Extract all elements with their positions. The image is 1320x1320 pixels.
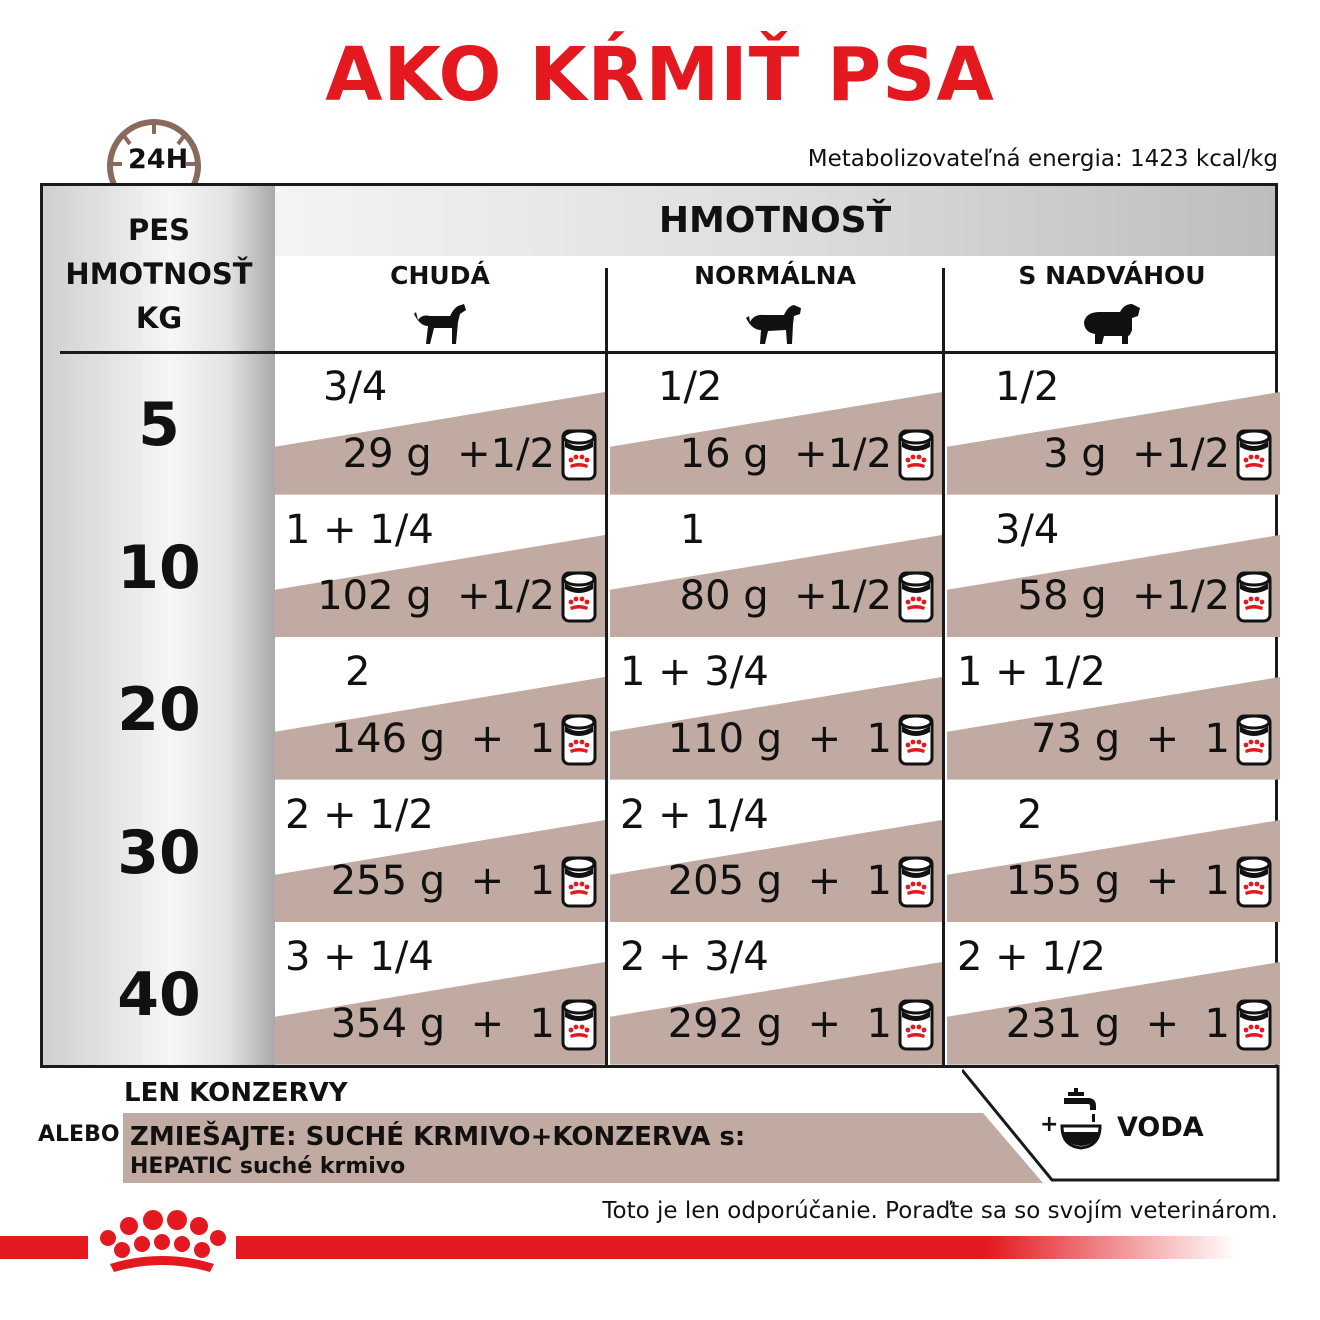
can-icon	[898, 854, 934, 914]
feeding-table	[40, 183, 1278, 1068]
can-icon	[898, 997, 934, 1057]
cans-amount: 2 + 1/2	[957, 934, 1106, 981]
table-cell	[947, 782, 1280, 923]
column-label: NORMÁLNA	[694, 261, 856, 290]
cans-amount: 2 + 1/4	[620, 791, 769, 838]
table-cell	[947, 497, 1280, 638]
weight-value: 40	[117, 960, 201, 1031]
dry-amount: 16 g +1/2	[679, 430, 892, 477]
page-title: AKO KŔMIŤ PSA	[325, 32, 995, 118]
can-icon	[561, 997, 597, 1057]
column-label: CHUDÁ	[390, 261, 490, 290]
cans-amount: 1	[680, 506, 706, 553]
cans-amount: 1/2	[995, 364, 1060, 410]
can-icon	[898, 712, 934, 772]
can-icon	[561, 712, 597, 772]
table-cell	[275, 924, 605, 1065]
weight-value: 20	[117, 675, 201, 746]
table-cell	[610, 497, 942, 638]
dry-amount: 146 g + 1	[330, 715, 555, 762]
can-icon	[1236, 854, 1272, 914]
table-cell	[275, 354, 605, 495]
dry-amount: 231 g + 1	[1005, 1000, 1230, 1047]
normal-dog-icon	[744, 300, 806, 348]
table-cell	[947, 639, 1280, 780]
clock-label: 24H	[128, 144, 189, 175]
can-icon	[898, 427, 934, 487]
water-label: VODA	[1117, 1112, 1204, 1143]
weight-value: 10	[117, 532, 201, 603]
cans-amount: 3 + 1/4	[285, 934, 434, 981]
can-icon	[1236, 569, 1272, 629]
cans-amount: 1 + 1/4	[285, 506, 434, 553]
can-icon	[1236, 997, 1272, 1057]
can-icon	[561, 427, 597, 487]
table-cell	[947, 354, 1280, 495]
can-icon	[1236, 427, 1272, 487]
mix-product: HEPATIC suché krmivo	[130, 1154, 406, 1179]
dry-amount: 205 g + 1	[667, 858, 892, 905]
dry-amount: 292 g + 1	[667, 1000, 892, 1047]
table-cell	[610, 924, 942, 1065]
energy-info: Metabolizovateľná energia: 1423 kcal/kg	[807, 146, 1278, 172]
column-header-normal	[610, 261, 940, 348]
column-header-overweight	[947, 261, 1277, 348]
dry-amount: 3 g +1/2	[1043, 430, 1230, 477]
column-label: S NADVÁHOU	[1018, 261, 1206, 290]
dry-amount: 110 g + 1	[667, 715, 892, 762]
cans-amount: 2	[345, 649, 371, 696]
can-icon	[1236, 712, 1272, 772]
dry-amount: 354 g + 1	[330, 1000, 555, 1047]
table-cell	[610, 354, 942, 495]
dry-amount: 102 g +1/2	[317, 573, 555, 620]
weight-header: HMOTNOSŤ	[658, 200, 892, 241]
weight-header-band	[275, 186, 1275, 256]
overweight-dog-icon	[1080, 300, 1144, 348]
dry-amount: 58 g +1/2	[1017, 573, 1230, 620]
dry-amount: 255 g + 1	[330, 858, 555, 905]
table-cell	[947, 924, 1280, 1065]
cans-only-label: LEN KONZERVY	[124, 1078, 348, 1108]
dry-amount: 80 g +1/2	[679, 573, 892, 620]
table-cell	[610, 639, 942, 780]
left-header-line1: PES	[128, 213, 190, 247]
brand-stripe-left	[0, 1236, 88, 1259]
table-cell	[275, 639, 605, 780]
faucet-bowl-icon	[1058, 1088, 1104, 1152]
royal-crown-icon	[92, 1208, 232, 1280]
table-cell	[610, 782, 942, 923]
dry-amount: 73 g + 1	[1031, 715, 1230, 762]
cans-amount: 1 + 1/2	[957, 649, 1106, 696]
or-label: ALEBO	[38, 1122, 120, 1147]
can-icon	[898, 569, 934, 629]
table-cell	[275, 497, 605, 638]
cans-amount: 2 + 1/2	[285, 791, 434, 838]
can-icon	[561, 854, 597, 914]
column-divider	[942, 268, 945, 1065]
mix-instruction: ZMIEŠAJTE: SUCHÉ KRMIVO+KONZERVA s:	[130, 1122, 746, 1152]
weight-value: 5	[138, 390, 180, 460]
cans-amount: 3/4	[323, 364, 388, 410]
dry-amount: 155 g + 1	[1005, 858, 1230, 905]
cans-amount: 1/2	[658, 364, 723, 410]
thin-dog-icon	[410, 300, 470, 348]
left-header-line2: HMOTNOSŤ	[65, 257, 253, 291]
cans-amount: 2	[1017, 791, 1043, 838]
plus-sign: +	[1040, 1112, 1059, 1137]
cans-amount: 3/4	[995, 506, 1060, 553]
column-header-thin	[275, 261, 605, 348]
left-header-line3: KG	[135, 301, 183, 335]
cans-amount: 2 + 3/4	[620, 934, 769, 981]
weight-value: 30	[117, 817, 201, 888]
cans-amount: 1 + 3/4	[620, 649, 769, 696]
disclaimer: Toto je len odporúčanie. Poraďte sa so svojím veterinárom.	[602, 1198, 1278, 1224]
column-divider	[605, 268, 608, 1065]
table-cell	[275, 782, 605, 923]
brand-stripe-right	[236, 1236, 1236, 1259]
dry-amount: 29 g +1/2	[342, 430, 555, 477]
can-icon	[561, 569, 597, 629]
left-header	[43, 208, 275, 340]
